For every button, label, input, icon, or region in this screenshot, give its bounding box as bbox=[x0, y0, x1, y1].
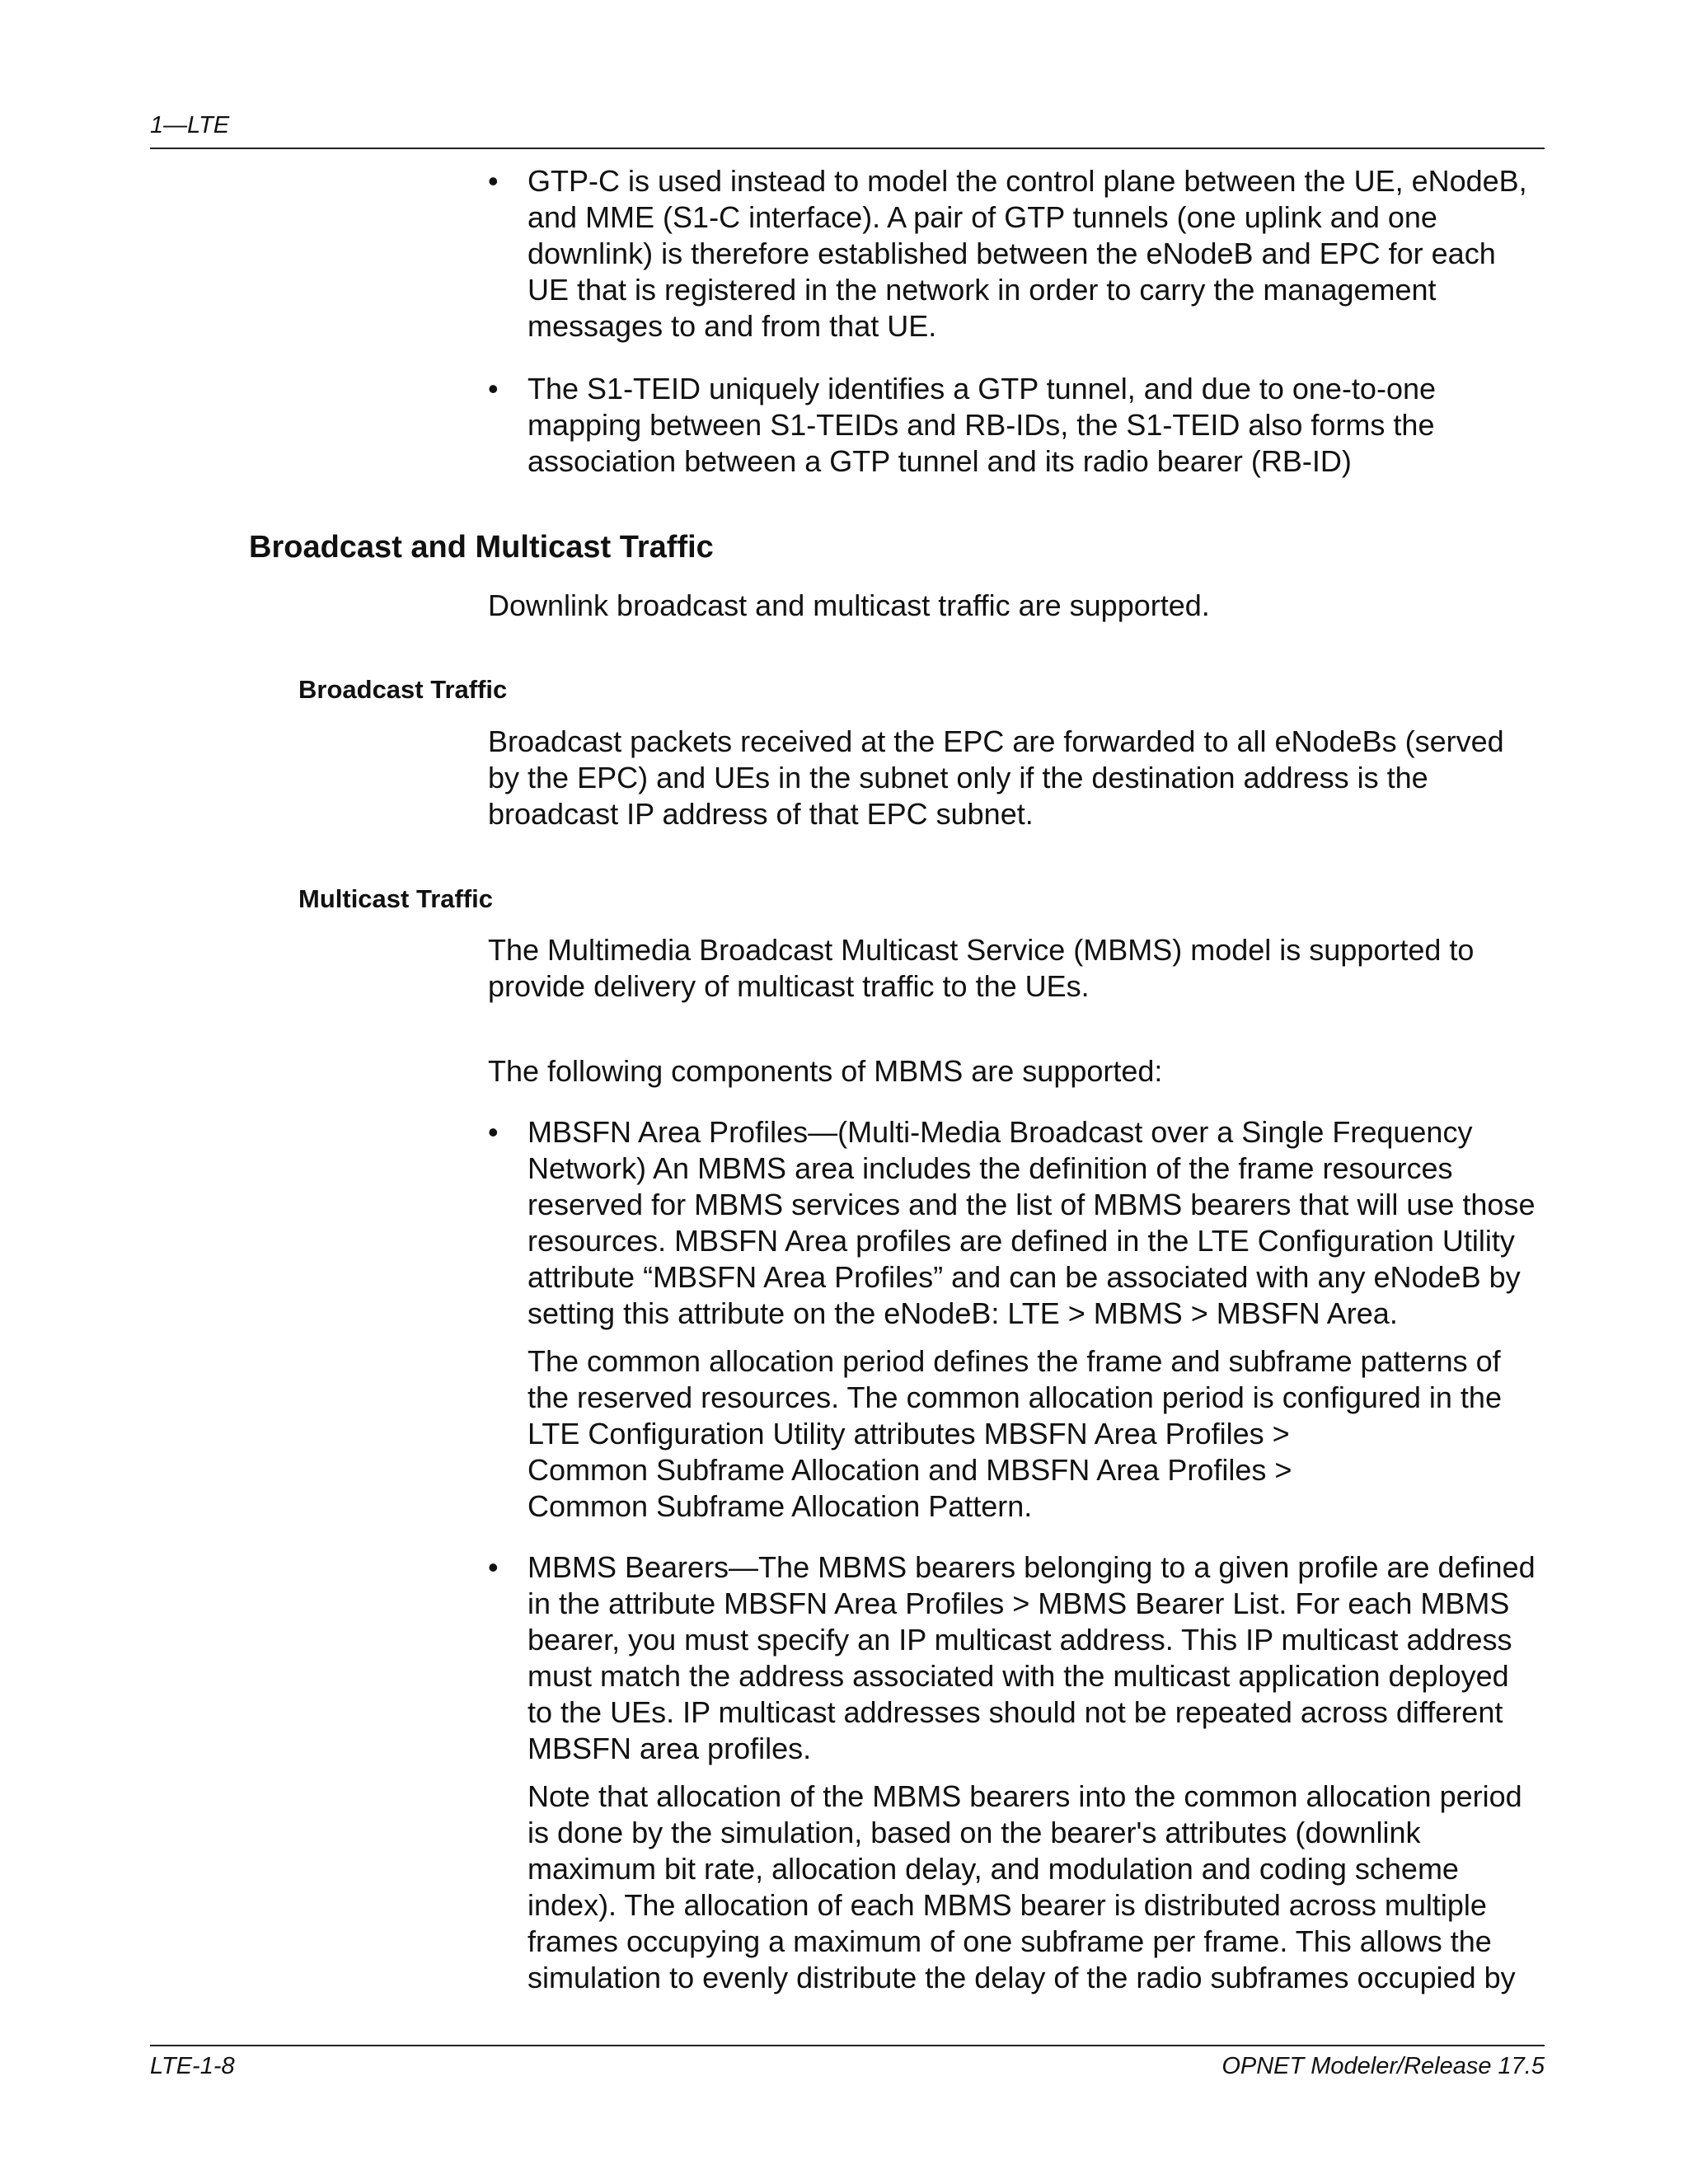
text-line: reserved for MBMS services and the list of MBMS bearers that will use those bbox=[528, 1188, 1536, 1221]
text-line: Common Subframe Allocation and MBSFN Area Profiles > bbox=[528, 1453, 1292, 1487]
text-line: LTE Configuration Utility attributes MBSFN Area Profiles > bbox=[528, 1417, 1290, 1451]
text-line: provide delivery of multicast traffic to the UEs. bbox=[488, 969, 1090, 1003]
running-head: 1—LTE bbox=[150, 112, 230, 138]
section-intro: Downlink broadcast and multicast traffic are supported. bbox=[488, 588, 1210, 622]
text-line: bearer, you must specify an IP multicast address. This IP multicast address bbox=[528, 1623, 1512, 1657]
text-line: must match the address associated with the multicast application deployed bbox=[528, 1659, 1509, 1693]
text-line: MBSFN area profiles. bbox=[528, 1732, 812, 1765]
text-line: setting this attribute on the eNodeB: LTE > MBMS > MBSFN Area. bbox=[528, 1296, 1398, 1330]
text-line: The Multimedia Broadcast Multicast Service (MBMS) model is supported to bbox=[488, 933, 1475, 967]
text-line: messages to and from that UE. bbox=[528, 309, 937, 343]
components-intro: The following components of MBMS are supported: bbox=[488, 1054, 1163, 1088]
text-line: mapping between S1-TEIDs and RB-IDs, the S1-TEID also forms the bbox=[528, 408, 1435, 442]
bullet-text bbox=[528, 371, 1559, 480]
text-line: GTP-C is used instead to model the control plane between the UE, eNodeB, bbox=[528, 164, 1527, 198]
page-number: LTE-1-8 bbox=[150, 2053, 235, 2079]
text-line: in the attribute MBSFN Area Profiles > MBMS Bearer List. For each MBMS bbox=[528, 1586, 1510, 1620]
text-line: MBSFN Area Profiles—(Multi-Media Broadcast over a Single Frequency bbox=[528, 1115, 1473, 1149]
text-line: UE that is registered in the network in order to carry the management bbox=[528, 273, 1437, 307]
text-line: Network) An MBMS area includes the definition of the frame resources bbox=[528, 1151, 1453, 1185]
text-line: Common Subframe Allocation Pattern. bbox=[528, 1489, 1033, 1523]
footer-rule bbox=[150, 2045, 1545, 2046]
bullet-marker: • bbox=[488, 1550, 499, 1584]
publication-title: OPNET Modeler/Release 17.5 bbox=[1221, 2053, 1545, 2079]
text-line: The S1-TEID uniquely identifies a GTP tunnel, and due to one-to-one bbox=[528, 372, 1437, 405]
bullet-marker: • bbox=[488, 164, 499, 198]
bullet-text bbox=[528, 1549, 1559, 1767]
text-line: association between a GTP tunnel and its radio bearer (RB-ID) bbox=[528, 444, 1352, 478]
text-line: frames occupying a maximum of one subframe per frame. This allows the bbox=[528, 1924, 1492, 1958]
text-line: the reserved resources. The common allocation period is configured in the bbox=[528, 1380, 1502, 1414]
bullet-marker: • bbox=[488, 1115, 499, 1149]
text-line: The common allocation period defines the frame and subframe patterns of bbox=[528, 1344, 1501, 1378]
text-line: maximum bit rate, allocation delay, and modulation and coding scheme bbox=[528, 1852, 1459, 1886]
bullet-followup-paragraph bbox=[528, 1343, 1559, 1525]
text-line: MBMS Bearers—The MBMS bearers belonging to a given profile are defined bbox=[528, 1550, 1536, 1584]
bullet-followup-paragraph bbox=[528, 1779, 1559, 1996]
text-line: resources. MBSFN Area profiles are defined in the LTE Configuration Utility bbox=[528, 1224, 1515, 1258]
bullet-text bbox=[528, 163, 1559, 344]
subsection-heading-multicast: Multicast Traffic bbox=[298, 884, 493, 913]
broadcast-paragraph bbox=[488, 724, 1559, 832]
bullet-text bbox=[528, 1114, 1559, 1332]
text-line: index). The allocation of each MBMS bearer is distributed across multiple bbox=[528, 1888, 1487, 1922]
text-line: downlink) is therefore established between the eNodeB and EPC for each bbox=[528, 237, 1496, 270]
text-line: attribute “MBSFN Area Profiles” and can be associated with any eNodeB by bbox=[528, 1260, 1521, 1294]
multicast-intro-paragraph bbox=[488, 932, 1559, 1005]
text-line: is done by the simulation, based on the bearer's attributes (downlink bbox=[528, 1816, 1421, 1849]
header-rule bbox=[150, 148, 1545, 149]
text-line: and MME (S1-C interface). A pair of GTP tunnels (one uplink and one bbox=[528, 200, 1437, 234]
bullet-marker: • bbox=[488, 372, 499, 405]
text-line: broadcast IP address of that EPC subnet. bbox=[488, 797, 1034, 831]
text-line: Note that allocation of the MBMS bearers into the common allocation period bbox=[528, 1779, 1522, 1813]
text-line: to the UEs. IP multicast addresses should not be repeated across different bbox=[528, 1695, 1503, 1729]
text-line: Broadcast packets received at the EPC are forwarded to all eNodeBs (served bbox=[488, 724, 1504, 758]
section-heading: Broadcast and Multicast Traffic bbox=[249, 530, 714, 565]
subsection-heading-broadcast: Broadcast Traffic bbox=[298, 675, 508, 704]
text-line: by the EPC) and UEs in the subnet only if the destination address is the bbox=[488, 761, 1428, 794]
text-line: simulation to evenly distribute the delay of the radio subframes occupied by bbox=[528, 1961, 1516, 1994]
